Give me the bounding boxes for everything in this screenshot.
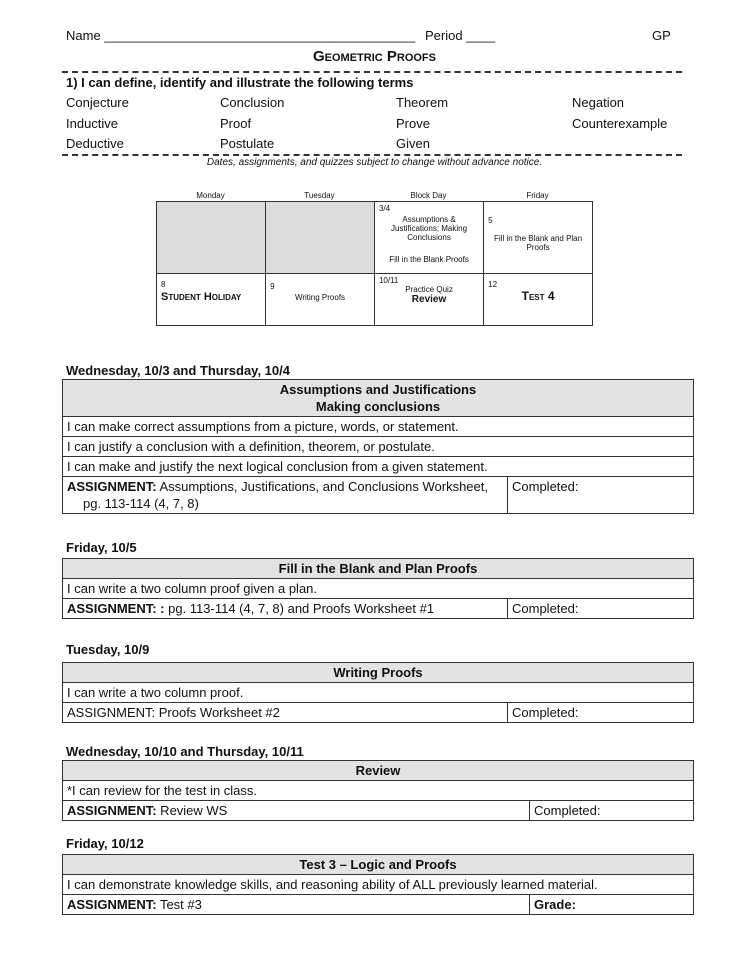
- assignment-label: ASSIGNMENT: :: [67, 601, 165, 616]
- objective-row: I can write a two column proof given a plan.: [63, 579, 694, 599]
- assignment-cell: ASSIGNMENT: Proofs Worksheet #2: [63, 703, 508, 723]
- cell-text: Practice Quiz: [405, 285, 453, 294]
- section-date: Friday, 10/5: [66, 540, 137, 555]
- section-table: [62, 379, 694, 514]
- status-cell[interactable]: Completed:: [508, 599, 694, 619]
- term: Negation: [572, 95, 625, 110]
- cell-text: Review: [411, 294, 447, 305]
- assignment-cell: [63, 599, 508, 619]
- course-label: GP: [652, 28, 671, 43]
- cell-text: Fill in the Blank and Plan Proofs: [494, 234, 583, 252]
- objective-heading: 1) I can define, identify and illustrate the following terms: [66, 75, 414, 90]
- assignment-text: Test #3: [156, 897, 202, 912]
- day-header: Tuesday: [304, 191, 335, 200]
- calendar-table: [156, 201, 593, 326]
- assignment-text: pg. 113-114 (4, 7, 8): [83, 496, 199, 511]
- period-line[interactable]: Period ____: [425, 28, 496, 43]
- cell-text: Student Holiday: [161, 291, 242, 303]
- calendar-cell: [484, 274, 593, 326]
- cell-date: 12: [488, 280, 498, 289]
- section-date: Wednesday, 10/3 and Thursday, 10/4: [66, 363, 290, 378]
- objective-row: I can make and justify the next logical conclusion from a given statement.: [63, 457, 694, 477]
- assignment-text: Assumptions, Justifications, and Conclusions Worksheet,: [156, 479, 488, 494]
- section-header: Fill in the Blank and Plan Proofs: [63, 559, 694, 579]
- assignment-label: ASSIGNMENT:: [67, 897, 157, 912]
- section-title: Making conclusions: [315, 399, 441, 414]
- term: Conclusion: [220, 95, 285, 110]
- assignment-label: ASSIGNMENT:: [67, 803, 157, 818]
- term: Given: [396, 136, 430, 151]
- section-header: [63, 380, 694, 417]
- section-title: Assumptions and Justifications: [279, 382, 477, 397]
- cell-text: Writing Proofs: [294, 293, 346, 302]
- day-header: Monday: [196, 191, 225, 200]
- section-table: [62, 662, 694, 723]
- objective-row: I can justify a conclusion with a definition, theorem, or postulate.: [63, 437, 694, 457]
- section-date: Tuesday, 10/9: [66, 642, 150, 657]
- section-date: Friday, 10/12: [66, 836, 144, 851]
- grade-cell[interactable]: Grade:: [530, 895, 694, 915]
- cell-date: 9: [270, 282, 275, 291]
- objective-row: I can write a two column proof.: [63, 683, 694, 703]
- section-header: Test 3 – Logic and Proofs: [63, 855, 694, 875]
- term: Deductive: [66, 136, 124, 151]
- section-header: Writing Proofs: [63, 663, 694, 683]
- term: Prove: [396, 116, 430, 131]
- calendar-cell: [266, 274, 375, 326]
- calendar-cell: [374, 274, 483, 326]
- term: Proof: [220, 116, 252, 131]
- day-header: Friday: [526, 191, 549, 200]
- section-header: Review: [63, 761, 694, 781]
- assignment-cell: [63, 895, 530, 915]
- status-cell[interactable]: Completed:: [508, 703, 694, 723]
- term: Counterexample: [572, 116, 668, 131]
- calendar-cell: [266, 202, 375, 274]
- status-cell[interactable]: Completed:: [508, 477, 694, 514]
- assignment-text: Review WS: [156, 803, 228, 818]
- assignment-cell: [63, 477, 508, 514]
- status-cell[interactable]: Completed:: [530, 801, 694, 821]
- term: Theorem: [396, 95, 449, 110]
- term: Postulate: [220, 136, 275, 151]
- section-date: Wednesday, 10/10 and Thursday, 10/11: [66, 744, 304, 759]
- calendar-cell: [157, 202, 266, 274]
- section-table: [62, 558, 694, 619]
- dashed-divider: [62, 71, 682, 73]
- section-table: [62, 854, 694, 915]
- cell-date: 5: [488, 216, 493, 225]
- calendar-cell: [484, 202, 593, 274]
- objective-row: I can make correct assumptions from a picture, words, or statement.: [63, 417, 694, 437]
- day-header: Block Day: [410, 191, 447, 200]
- cell-date: 3/4: [378, 204, 391, 213]
- calendar-cell: [157, 274, 266, 326]
- cell-date: 8: [161, 280, 166, 289]
- assignment-text: pg. 113-114 (4, 7, 8) and Proofs Worksheet #1: [164, 601, 435, 616]
- dashed-divider: [62, 154, 682, 156]
- disclaimer: Dates, assignments, and quizzes subject to change without advance notice.: [206, 157, 543, 168]
- page-title: Geometric Proofs: [312, 48, 436, 65]
- name-line[interactable]: Name ___________________________________________: [66, 28, 416, 43]
- assignment-label: ASSIGNMENT:: [67, 479, 157, 494]
- term: Inductive: [66, 116, 119, 131]
- objective-row: *I can review for the test in class.: [63, 781, 694, 801]
- calendar-cell: [374, 202, 483, 274]
- assignment-cell: [63, 801, 530, 821]
- section-table: [62, 760, 694, 821]
- cell-text: Test 4: [521, 289, 555, 303]
- term: Conjecture: [66, 95, 129, 110]
- cell-text: Fill in the Blank Proofs: [389, 255, 469, 264]
- cell-date: 10/11: [378, 276, 399, 285]
- cell-text: Assumptions & Justifications; Making Conclusions: [391, 215, 468, 242]
- objective-row: I can demonstrate knowledge skills, and reasoning ability of ALL previously learned material.: [63, 875, 694, 895]
